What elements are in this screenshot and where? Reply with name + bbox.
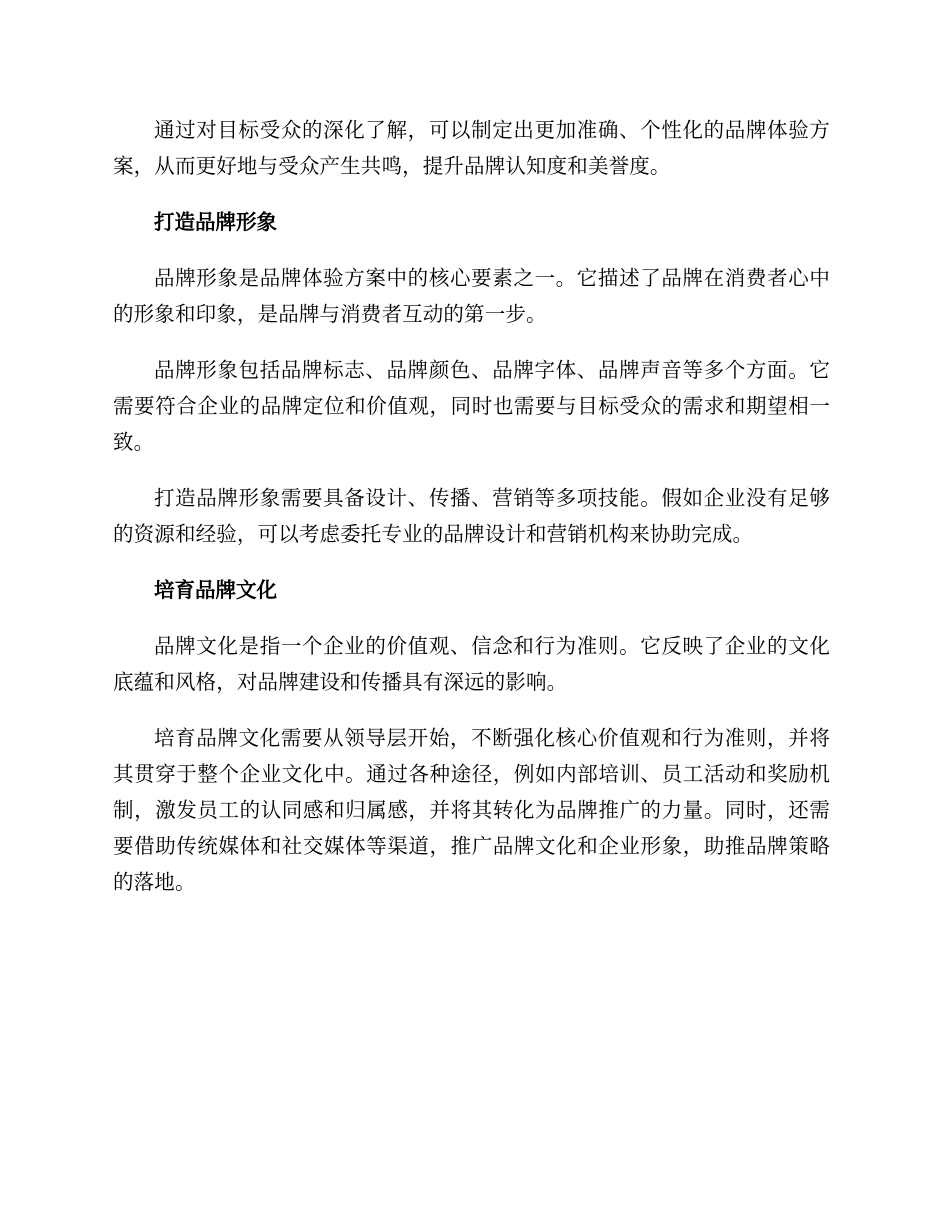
paragraph-brand-culture-definition: 品牌文化是指一个企业的价值观、信念和行为准则。它反映了企业的文化底蕴和风格，对品牌建设和传播具有深远的影响。 (113, 634, 830, 694)
section-heading-brand-image: 打造品牌形象 (154, 210, 277, 234)
paragraph-brand-image-skills: 打造品牌形象需要具备设计、传播、营销等多项技能。假如企业没有足够的资源和经验，可以考虑委托专业的品牌设计和营销机构来协助完成。 (113, 486, 830, 546)
paragraph-intro: 通过对目标受众的深化了解，可以制定出更加准确、个性化的品牌体验方案，从而更好地与受众产生共鸣，提升品牌认知度和美誉度。 (113, 118, 830, 178)
paragraph-brand-culture-cultivation: 培育品牌文化需要从领导层开始，不断强化核心价值观和行为准则，并将其贯穿于整个企业文化中。通过各种途径，例如内部培训、员工活动和奖励机制，激发员工的认同感和归属感，并将其转化为品牌推广的力量。同时，还需要借助传统媒体和社交媒体等渠道，推广品牌文化和企业形象，助推品牌策略的落地。 (113, 726, 830, 894)
section-heading-brand-culture: 培育品牌文化 (154, 578, 277, 602)
paragraph-brand-image-components: 品牌形象包括品牌标志、品牌颜色、品牌字体、品牌声音等多个方面。它需要符合企业的品牌定位和价值观，同时也需要与目标受众的需求和期望相一致。 (113, 358, 830, 454)
document-page (113, 112, 830, 920)
paragraph-brand-image-definition: 品牌形象是品牌体验方案中的核心要素之一。它描述了品牌在消费者心中的形象和印象，是品牌与消费者互动的第一步。 (113, 266, 830, 326)
